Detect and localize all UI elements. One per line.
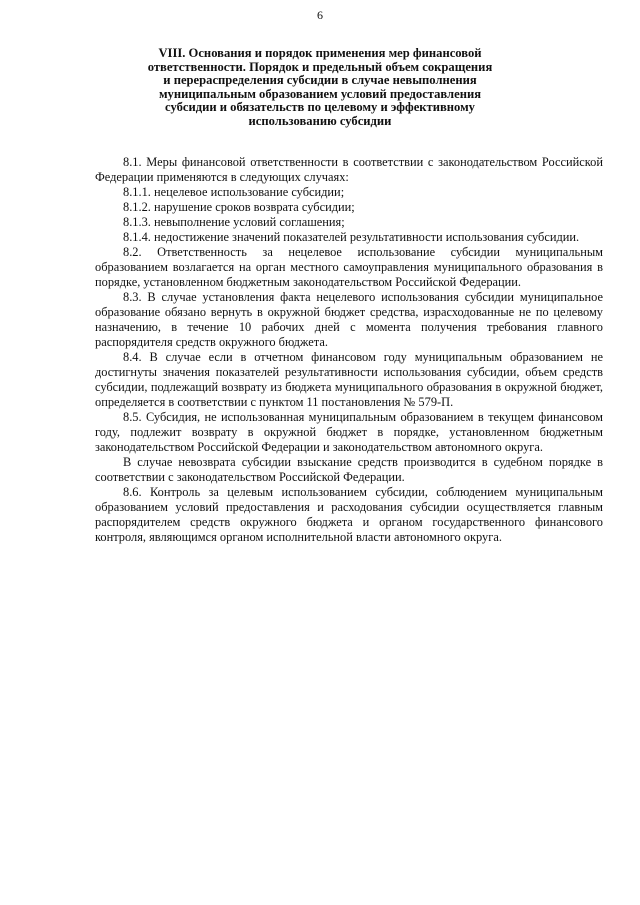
page-number: 6 (317, 8, 323, 22)
section-title-line: и перераспределения субсидии в случае невыполнения (163, 73, 477, 88)
paragraph-8-1: 8.1. Меры финансовой ответственности в соответствии с законодательством Российской Федерации применяются в следующих случаях: (95, 155, 603, 184)
section-title-line: VIII. Основания и порядок применения мер финансовой (158, 46, 482, 60)
paragraph-8-6: 8.6. Контроль за целевым использованием субсидии, соблюдением муниципальным образованием условий предоставления и расходования субсидии осуществляется главным распорядителем средств окружного бюджета и органом государственного финансового контроля, являющимся органом исполнительной власти автономного округа. (95, 485, 603, 544)
paragraph-8-1-4: 8.1.4. недостижение значений показателей результативности использования субсидии. (123, 230, 580, 244)
paragraph-8-1-3: 8.1.3. невыполнение условий соглашения; (123, 215, 345, 229)
paragraph-8-4: 8.4. В случае если в отчетном финансовом году муниципальным образованием не достигнуты значения показателей результативности использования субсидии, объем средств субсидии, подлежащий возврату из бюджета муниципального образования в окружной бюджет, определяется в соответствии с пунктом 11 постановления № 579-П. (95, 350, 603, 409)
section-title-line: использованию субсидии (248, 113, 392, 128)
section-title-line: муниципальным образованием условий предоставления (158, 86, 482, 101)
paragraph-8-1-1: 8.1.1. нецелевое использование субсидии; (123, 185, 345, 199)
document-body (95, 155, 603, 545)
section-title-line: ответственности. Порядок и предельный объем сокращения (147, 59, 493, 74)
paragraph-8-5-continued: В случае невозврата субсидии взыскание средств производится в судебном порядке в соответствии с законодательством Российской Федерации. (95, 455, 603, 484)
paragraph-8-5: 8.5. Субсидия, не использованная муниципальным образованием в текущем финансовом году, подлежит возврату в окружной бюджет в порядке, установленном бюджетным законодательством Российской Федерации и законодательством автономного округа. (95, 410, 603, 454)
paragraph-8-1-2: 8.1.2. нарушение сроков возврата субсидии; (123, 200, 355, 214)
paragraph-8-2: 8.2. Ответственность за нецелевое использование субсидии муниципальным образованием возлагается на орган местного самоуправления муниципального образования в порядке, установленном бюджетным законодательством Российской Федерации. (95, 245, 603, 289)
paragraph-8-3: 8.3. В случае установления факта нецелевого использования субсидии муниципальное образование обязано вернуть в окружной бюджет средства, израсходованные не по целевому назначению, в течение 10 рабочих дней с момента получения требования главного распорядителя средств окружного бюджета. (95, 290, 603, 349)
section-title-line: субсидии и обязательств по целевому и эффективному (165, 100, 475, 115)
section-title (110, 47, 530, 129)
